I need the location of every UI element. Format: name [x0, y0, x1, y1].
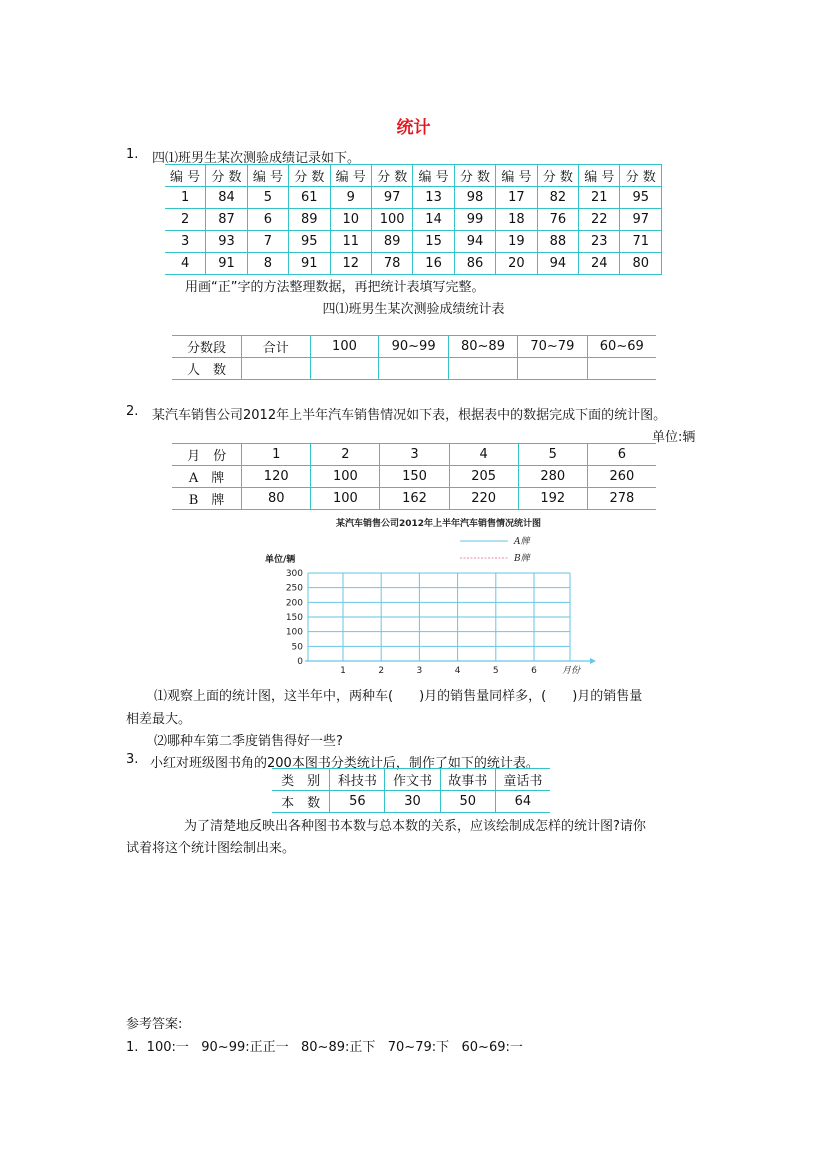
header-cell: 5 [518, 444, 587, 466]
legend-label: B牌 [514, 554, 530, 564]
chart-grid [308, 573, 570, 661]
table-cell: 24 [579, 253, 620, 275]
chart-x-label: 月份 [562, 666, 581, 676]
table-cell: 12 [330, 253, 371, 275]
table-row [165, 209, 662, 231]
table-cell: 14 [413, 209, 454, 231]
table-cell: 192 [518, 488, 587, 510]
answers-line1: 1. 100:一 90~99:正正一 80~89:正下 70~79:下 60~69:一 [126, 1040, 523, 1055]
q2-sub2: ⑵哪种车第二季度销售得好一些? [154, 734, 343, 749]
q2-sub1-line2: 相差最大。 [126, 712, 192, 727]
header-cell: 分 数 [454, 165, 495, 187]
table-cell: 4 [165, 253, 206, 275]
score-stat-table [172, 335, 656, 380]
header-cell: 分 数 [206, 165, 247, 187]
table-cell: 1 [165, 187, 206, 209]
header-cell: 70~79 [518, 336, 587, 358]
legend-label: A牌 [514, 537, 530, 547]
table-cell: 19 [496, 231, 537, 253]
table-cell: 100 [311, 466, 380, 488]
table-cell: 91 [289, 253, 330, 275]
chart-y-ticks [286, 569, 303, 667]
table-cell: 11 [330, 231, 371, 253]
x-tick-label: 3 [416, 666, 423, 676]
table-cell: 15 [413, 231, 454, 253]
answers-heading: 参考答案: [126, 1017, 183, 1032]
table-cell: 95 [289, 231, 330, 253]
table-cell: 94 [454, 231, 495, 253]
y-tick-label: 200 [285, 598, 303, 609]
table-row [172, 488, 656, 510]
y-tick-label: 300 [285, 569, 303, 579]
table-cell: 9 [330, 187, 371, 209]
table-cell: 7 [247, 231, 288, 253]
table-cell: 16 [413, 253, 454, 275]
x-tick-label: 1 [340, 666, 346, 676]
table-header-row [165, 165, 662, 187]
table-cell: 220 [449, 488, 518, 510]
table-cell: 91 [206, 253, 247, 275]
table-cell: 99 [454, 209, 495, 231]
y-tick-label: 150 [285, 613, 303, 623]
x-tick-label: 5 [492, 666, 499, 676]
x-tick-label: 4 [454, 666, 461, 676]
table-cell: 78 [371, 253, 412, 275]
table-cell: 6 [247, 209, 288, 231]
x-tick-label: 6 [531, 666, 537, 676]
header-cell: 1 [242, 444, 311, 466]
header-cell: 分 数 [371, 165, 412, 187]
blank-cell[interactable] [379, 358, 448, 380]
blank-cell[interactable] [518, 358, 587, 380]
chart-x-ticks [340, 666, 537, 676]
table-cell: B 牌 [172, 488, 242, 510]
table-row [165, 253, 662, 275]
table-cell: 30 [385, 791, 440, 813]
table-cell: 94 [537, 253, 578, 275]
table-cell: 10 [330, 209, 371, 231]
stat-table-title: 四⑴班男生某次测验成绩统计表 [322, 302, 505, 317]
row-label-cell: 人 数 [172, 358, 241, 380]
table-cell: 280 [518, 466, 587, 488]
table-cell: 本 数 [272, 791, 330, 813]
table-cell: 93 [206, 231, 247, 253]
q1-prompt: 四⑴班男生某次测验成绩记录如下。 [152, 151, 361, 166]
table-row [172, 466, 656, 488]
header-cell: 分数段 [172, 336, 241, 358]
q2-prompt: 某汽车销售公司2012年上半年汽车销售情况如下表，根据表中的数据完成下面的统计图。 [152, 408, 667, 423]
chart-y-label: 单位/辆 [265, 555, 296, 565]
header-cell: 编 号 [413, 165, 454, 187]
table-cell: 80 [242, 488, 311, 510]
header-cell: 合计 [241, 336, 310, 358]
table-cell: 21 [579, 187, 620, 209]
q2-number: 2. [126, 404, 139, 419]
table-cell: 97 [371, 187, 412, 209]
chart-title: 某汽车销售公司2012年上半年汽车销售情况统计图 [335, 519, 542, 529]
header-cell: 3 [380, 444, 449, 466]
y-tick-label: 0 [297, 657, 303, 667]
q2-sub1-line1: ⑴观察上面的统计图，这半年中，两种车( )月的销售量同样多，( )月的销售量 [154, 689, 643, 704]
table-cell: 71 [620, 231, 662, 253]
table-cell: 8 [247, 253, 288, 275]
table-cell: 50 [440, 791, 495, 813]
header-cell: 6 [587, 444, 656, 466]
table-cell: 95 [620, 187, 662, 209]
header-cell: 4 [449, 444, 518, 466]
header-cell: 作文书 [385, 769, 440, 791]
header-cell: 分 数 [537, 165, 578, 187]
table-row [165, 187, 662, 209]
table-cell: 162 [380, 488, 449, 510]
table-cell: 17 [496, 187, 537, 209]
chart-x-axis-arrow [590, 658, 596, 664]
table-cell: 3 [165, 231, 206, 253]
q1-instruction: 用画“正”字的方法整理数据，再把统计表填写完整。 [185, 280, 485, 295]
table-header-row [172, 444, 656, 466]
car-sales-table [172, 443, 656, 510]
table-cell: 18 [496, 209, 537, 231]
table-cell: 82 [537, 187, 578, 209]
q2-unit: 单位:辆 [652, 430, 696, 445]
header-cell: 月 份 [172, 444, 242, 466]
table-cell: 120 [242, 466, 311, 488]
table-cell: 20 [496, 253, 537, 275]
header-cell: 60~69 [587, 336, 656, 358]
header-cell: 90~99 [379, 336, 448, 358]
table-row [165, 231, 662, 253]
table-cell: 23 [579, 231, 620, 253]
sales-line-chart [250, 530, 610, 680]
header-cell: 科技书 [330, 769, 385, 791]
header-cell: 分 数 [620, 165, 662, 187]
header-cell: 2 [311, 444, 380, 466]
table-cell: 97 [620, 209, 662, 231]
q3-question-line2: 试着将这个统计图绘制出来。 [126, 841, 296, 856]
table-cell: 2 [165, 209, 206, 231]
table-cell: 100 [311, 488, 380, 510]
header-cell: 分 数 [289, 165, 330, 187]
score-record-table [165, 164, 662, 275]
blank-cell[interactable] [587, 358, 656, 380]
book-category-table [272, 768, 550, 813]
y-tick-label: 50 [291, 642, 303, 653]
page-title: 统计 [396, 118, 431, 138]
table-cell: 84 [206, 187, 247, 209]
q1-number: 1. [126, 147, 139, 162]
q3-question-line1: 为了清楚地反映出各种图书本数与总本数的关系，应该绘制成怎样的统计图?请你 [184, 819, 646, 834]
q3-prompt: 小红对班级图书角的200本图书分类统计后，制作了如下的统计表。 [150, 756, 539, 771]
table-cell: 13 [413, 187, 454, 209]
table-cell: 87 [206, 209, 247, 231]
header-cell: 编 号 [496, 165, 537, 187]
table-cell: 76 [537, 209, 578, 231]
table-cell: 86 [454, 253, 495, 275]
header-cell: 编 号 [165, 165, 206, 187]
table-cell: 22 [579, 209, 620, 231]
table-cell: 278 [587, 488, 656, 510]
header-cell: 童话书 [495, 769, 550, 791]
header-cell: 80~89 [448, 336, 517, 358]
table-cell: 64 [495, 791, 550, 813]
blank-cell[interactable] [448, 358, 517, 380]
table-cell: 56 [330, 791, 385, 813]
table-cell: 205 [449, 466, 518, 488]
table-cell: 89 [371, 231, 412, 253]
header-cell: 类 别 [272, 769, 330, 791]
x-tick-label: 2 [378, 666, 385, 676]
table-cell: 260 [587, 466, 656, 488]
y-tick-label: 100 [285, 627, 303, 638]
table-cell: 150 [380, 466, 449, 488]
blank-cell[interactable] [310, 358, 379, 380]
q3-number: 3. [126, 752, 139, 767]
header-cell: 编 号 [330, 165, 371, 187]
header-cell: 故事书 [440, 769, 495, 791]
table-cell: 98 [454, 187, 495, 209]
table-cell: 80 [620, 253, 662, 275]
header-cell: 编 号 [579, 165, 620, 187]
table-cell: 5 [247, 187, 288, 209]
table-cell: 61 [289, 187, 330, 209]
table-cell: 100 [371, 209, 412, 231]
y-tick-label: 250 [285, 583, 303, 594]
header-cell: 100 [310, 336, 379, 358]
blank-cell[interactable] [241, 358, 310, 380]
table-cell: A 牌 [172, 466, 242, 488]
header-cell: 编 号 [247, 165, 288, 187]
table-cell: 89 [289, 209, 330, 231]
table-cell: 88 [537, 231, 578, 253]
chart-legend [460, 536, 532, 564]
